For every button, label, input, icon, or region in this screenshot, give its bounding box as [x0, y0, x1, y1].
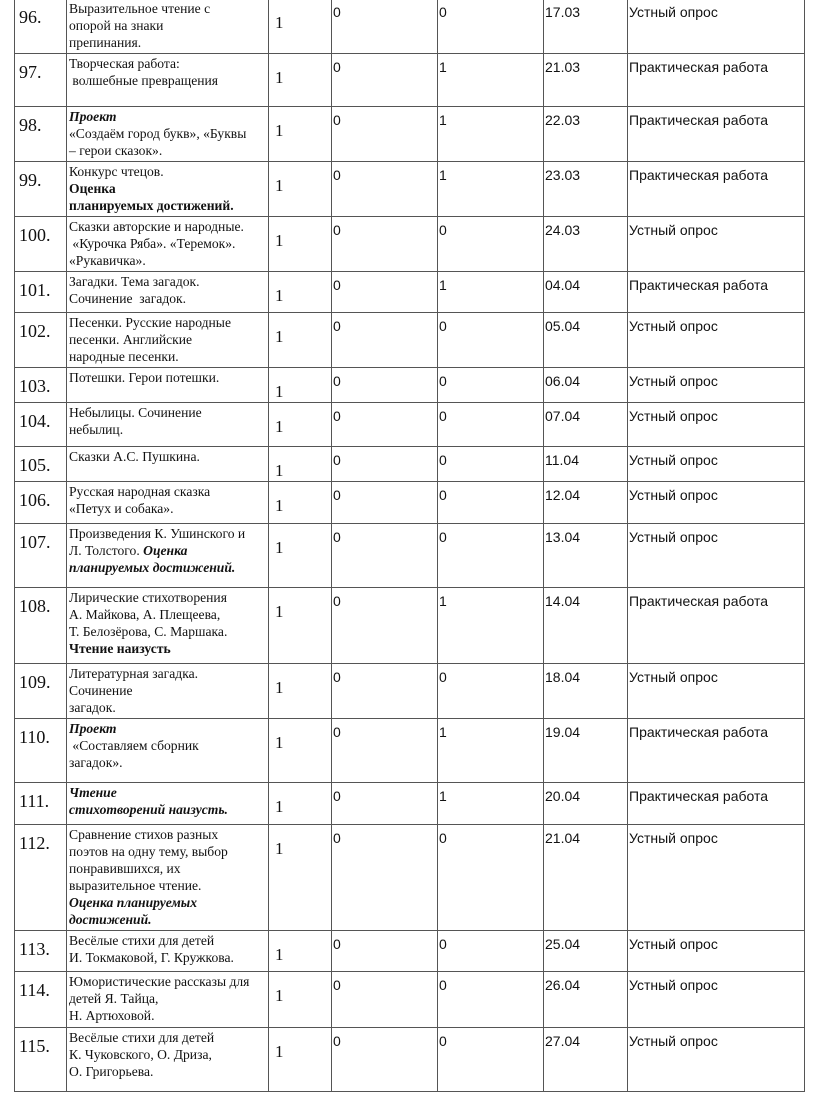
topic-text: Проект [69, 109, 117, 124]
assessment-form-cell: Устный опрос [628, 447, 805, 482]
column-4-cell: 0 [332, 162, 438, 217]
topic-text: Произведения К. Ушинского и [69, 526, 246, 541]
column-5-cell: 0 [438, 972, 544, 1028]
hours-cell: 1 [269, 313, 332, 368]
topic-text: Небылицы. Сочинение [69, 405, 202, 420]
topic-text: Сравнение стихов разных [69, 827, 219, 842]
lesson-topic [67, 217, 269, 272]
column-5-cell: 0 [438, 447, 544, 482]
hours-cell: 1 [269, 931, 332, 972]
topic-line [69, 860, 267, 877]
date-cell: 25.04 [544, 931, 628, 972]
column-5-cell: 0 [438, 482, 544, 524]
topic-text: «Петух и собака». [69, 501, 174, 516]
lesson-number: 96. [15, 0, 67, 54]
topic-line [69, 640, 267, 657]
table-row [15, 783, 805, 825]
topic-line [69, 500, 267, 517]
lesson-number: 112. [15, 825, 67, 931]
topic-line [69, 754, 267, 771]
lesson-topic [67, 524, 269, 588]
lesson-number: 107. [15, 524, 67, 588]
hours-cell: 1 [269, 368, 332, 403]
table-row [15, 524, 805, 588]
lesson-number: 102. [15, 313, 67, 368]
topic-text: – герои сказок». [69, 143, 163, 158]
lesson-number: 108. [15, 588, 67, 664]
topic-line [69, 911, 267, 928]
hours-cell: 1 [269, 972, 332, 1028]
column-5-cell: 0 [438, 403, 544, 447]
date-cell: 14.04 [544, 588, 628, 664]
column-4-cell: 0 [332, 313, 438, 368]
column-4-cell: 0 [332, 931, 438, 972]
hours-cell: 1 [269, 0, 332, 54]
topic-line [69, 682, 267, 699]
topic-line [69, 932, 267, 949]
topic-line [69, 1063, 267, 1080]
table-row [15, 588, 805, 664]
hours-cell: 1 [269, 162, 332, 217]
topic-text: «Курочка Ряба». «Теремок». [69, 236, 236, 251]
column-4-cell: 0 [332, 719, 438, 783]
assessment-form-cell: Устный опрос [628, 313, 805, 368]
column-5-cell: 1 [438, 272, 544, 313]
lesson-topic [67, 107, 269, 162]
topic-line [69, 826, 267, 843]
topic-text: небылиц. [69, 422, 124, 437]
topic-line [69, 720, 267, 737]
topic-line [69, 949, 267, 966]
hours-cell: 1 [269, 272, 332, 313]
topic-text: И. Токмаковой, Г. Кружкова. [69, 950, 234, 965]
table-row [15, 217, 805, 272]
topic-line [69, 369, 267, 386]
lesson-topic [67, 719, 269, 783]
topic-line [69, 235, 267, 252]
column-5-cell: 0 [438, 825, 544, 931]
column-4-cell: 0 [332, 664, 438, 719]
table-row [15, 482, 805, 524]
lesson-number: 99. [15, 162, 67, 217]
table-row [15, 931, 805, 972]
hours-cell: 1 [269, 447, 332, 482]
lesson-number: 109. [15, 664, 67, 719]
date-cell: 19.04 [544, 719, 628, 783]
table-row [15, 825, 805, 931]
topic-line [69, 348, 267, 365]
assessment-form-cell: Устный опрос [628, 217, 805, 272]
topic-text: препинания. [69, 35, 142, 50]
lesson-number: 114. [15, 972, 67, 1028]
column-4-cell: 0 [332, 0, 438, 54]
topic-line [69, 314, 267, 331]
topic-text: «Рукавичка». [69, 253, 146, 268]
column-5-cell: 0 [438, 313, 544, 368]
topic-text: загадок. [69, 700, 116, 715]
topic-line [69, 699, 267, 716]
table-row [15, 54, 805, 107]
topic-text: планируемых достижений. [69, 198, 234, 213]
date-cell: 27.04 [544, 1028, 628, 1092]
hours-cell: 1 [269, 719, 332, 783]
topic-text: Русская народная сказка [69, 484, 211, 499]
column-4-cell: 0 [332, 482, 438, 524]
lesson-number: 106. [15, 482, 67, 524]
topic-text: Оценка планируемых [69, 895, 198, 910]
date-cell: 06.04 [544, 368, 628, 403]
assessment-form-cell: Устный опрос [628, 403, 805, 447]
topic-text: Чтение наизусть [69, 641, 171, 656]
column-4-cell: 0 [332, 825, 438, 931]
table-row [15, 162, 805, 217]
assessment-form-cell: Устный опрос [628, 0, 805, 54]
lesson-plan-table [14, 0, 805, 1092]
topic-line [69, 180, 267, 197]
topic-line [69, 589, 267, 606]
topic-line [69, 72, 267, 89]
lesson-topic [67, 1028, 269, 1092]
topic-text: песенки. Английские [69, 332, 193, 347]
column-5-cell: 1 [438, 162, 544, 217]
topic-line [69, 163, 267, 180]
lesson-topic [67, 972, 269, 1028]
hours-cell: 1 [269, 664, 332, 719]
assessment-form-cell: Практическая работа [628, 272, 805, 313]
column-4-cell: 0 [332, 107, 438, 162]
topic-line [69, 1046, 267, 1063]
table-row [15, 107, 805, 162]
column-5-cell: 1 [438, 783, 544, 825]
table-row [15, 1028, 805, 1092]
date-cell: 26.04 [544, 972, 628, 1028]
date-cell: 21.04 [544, 825, 628, 931]
assessment-form-cell: Устный опрос [628, 664, 805, 719]
date-cell: 13.04 [544, 524, 628, 588]
table-row [15, 368, 805, 403]
topic-text: Весёлые стихи для детей [69, 933, 215, 948]
topic-text: О. Григорьева. [69, 1064, 154, 1079]
topic-text: Загадки. Тема загадок. [69, 274, 200, 289]
assessment-form-cell: Устный опрос [628, 825, 805, 931]
lesson-topic [67, 0, 269, 54]
lesson-topic [67, 482, 269, 524]
lesson-topic [67, 825, 269, 931]
assessment-form-cell: Устный опрос [628, 368, 805, 403]
date-cell: 04.04 [544, 272, 628, 313]
lesson-number: 103. [15, 368, 67, 403]
assessment-form-cell: Практическая работа [628, 54, 805, 107]
topic-line [69, 483, 267, 500]
column-5-cell: 0 [438, 217, 544, 272]
topic-text: Литературная загадка. [69, 666, 199, 681]
table-row [15, 0, 805, 54]
assessment-form-cell: Устный опрос [628, 482, 805, 524]
column-4-cell: 0 [332, 447, 438, 482]
topic-text: Конкурс чтецов. [69, 164, 164, 179]
lesson-topic [67, 447, 269, 482]
topic-line [69, 218, 267, 235]
topic-line [69, 990, 267, 1007]
topic-line [69, 34, 267, 51]
date-cell: 05.04 [544, 313, 628, 368]
date-cell: 18.04 [544, 664, 628, 719]
column-4-cell: 0 [332, 54, 438, 107]
lesson-number: 115. [15, 1028, 67, 1092]
topic-text: народные песенки. [69, 349, 179, 364]
assessment-form-cell: Практическая работа [628, 162, 805, 217]
topic-line [69, 197, 267, 214]
topic-line [69, 737, 267, 754]
topic-emphasis: Оценка [143, 543, 188, 558]
column-5-cell: 0 [438, 524, 544, 588]
topic-text: «Составляем сборник [69, 738, 199, 753]
assessment-form-cell: Практическая работа [628, 783, 805, 825]
topic-text: Сочинение [69, 683, 133, 698]
lesson-topic [67, 931, 269, 972]
column-5-cell: 0 [438, 368, 544, 403]
topic-line [69, 125, 267, 142]
hours-cell: 1 [269, 524, 332, 588]
topic-line [69, 1029, 267, 1046]
topic-text: Н. Артюховой. [69, 1008, 155, 1023]
column-5-cell: 0 [438, 931, 544, 972]
topic-text: понравившихся, их [69, 861, 181, 876]
topic-text: Потешки. Герои потешки. [69, 370, 220, 385]
assessment-form-cell: Устный опрос [628, 931, 805, 972]
topic-text: Весёлые стихи для детей [69, 1030, 215, 1045]
column-4-cell: 0 [332, 588, 438, 664]
topic-line [69, 55, 267, 72]
topic-line [69, 973, 267, 990]
topic-line [69, 559, 267, 576]
hours-cell: 1 [269, 403, 332, 447]
hours-cell: 1 [269, 217, 332, 272]
date-cell: 22.03 [544, 107, 628, 162]
assessment-form-cell: Практическая работа [628, 107, 805, 162]
column-4-cell: 0 [332, 403, 438, 447]
column-5-cell: 0 [438, 664, 544, 719]
lesson-number: 97. [15, 54, 67, 107]
topic-line [69, 142, 267, 159]
lesson-number: 111. [15, 783, 67, 825]
date-cell: 24.03 [544, 217, 628, 272]
topic-text: К. Чуковского, О. Дриза, [69, 1047, 212, 1062]
topic-line [69, 252, 267, 269]
lesson-number: 110. [15, 719, 67, 783]
hours-cell: 1 [269, 783, 332, 825]
assessment-form-cell: Практическая работа [628, 588, 805, 664]
assessment-form-cell: Практическая работа [628, 719, 805, 783]
hours-cell: 1 [269, 1028, 332, 1092]
topic-line [69, 525, 267, 542]
hours-cell: 1 [269, 482, 332, 524]
lesson-number: 105. [15, 447, 67, 482]
topic-line [69, 877, 267, 894]
topic-text: Сказки А.С. Пушкина. [69, 449, 200, 464]
column-4-cell: 0 [332, 217, 438, 272]
topic-text: «Создаём город букв», «Буквы [69, 126, 247, 141]
lesson-topic [67, 664, 269, 719]
column-5-cell: 1 [438, 107, 544, 162]
topic-line [69, 843, 267, 860]
assessment-form-cell: Устный опрос [628, 1028, 805, 1092]
assessment-form-cell: Устный опрос [628, 524, 805, 588]
date-cell: 21.03 [544, 54, 628, 107]
lesson-topic [67, 368, 269, 403]
topic-line [69, 1007, 267, 1024]
date-cell: 23.03 [544, 162, 628, 217]
topic-line [69, 290, 267, 307]
topic-text: А. Майкова, А. Плещеева, [69, 607, 221, 622]
date-cell: 07.04 [544, 403, 628, 447]
topic-line [69, 542, 267, 559]
topic-line [69, 623, 267, 640]
topic-line [69, 17, 267, 34]
lesson-number: 104. [15, 403, 67, 447]
topic-text: Сочинение загадок. [69, 291, 187, 306]
topic-text: планируемых достижений. [69, 560, 236, 575]
topic-text: Проект [69, 721, 117, 736]
lesson-topic [67, 588, 269, 664]
column-5-cell: 1 [438, 54, 544, 107]
hours-cell: 1 [269, 825, 332, 931]
topic-text: стихотворений наизусть. [69, 802, 228, 817]
column-5-cell: 0 [438, 0, 544, 54]
topic-line [69, 273, 267, 290]
date-cell: 12.04 [544, 482, 628, 524]
topic-line [69, 108, 267, 125]
topic-text: волшебные превращения [69, 73, 219, 88]
topic-text: поэтов на одну тему, выбор [69, 844, 228, 859]
topic-text: Оценка [69, 181, 116, 196]
topic-line [69, 0, 267, 17]
topic-line [69, 421, 267, 438]
table-row [15, 313, 805, 368]
table-row [15, 403, 805, 447]
lesson-topic [67, 272, 269, 313]
lesson-topic [67, 403, 269, 447]
topic-text: Сказки авторские и народные. [69, 219, 244, 234]
topic-text: Лирические стихотворения [69, 590, 227, 605]
topic-text: Чтение [69, 785, 117, 800]
topic-line [69, 665, 267, 682]
lesson-number: 98. [15, 107, 67, 162]
topic-line [69, 331, 267, 348]
lesson-topic [67, 783, 269, 825]
topic-text: Песенки. Русские народные [69, 315, 231, 330]
column-5-cell: 0 [438, 1028, 544, 1092]
topic-line [69, 606, 267, 623]
topic-line [69, 801, 267, 818]
topic-text: Юмористические рассказы для [69, 974, 250, 989]
column-4-cell: 0 [332, 524, 438, 588]
date-cell: 17.03 [544, 0, 628, 54]
hours-cell: 1 [269, 588, 332, 664]
hours-cell: 1 [269, 54, 332, 107]
topic-text: загадок». [69, 755, 123, 770]
column-4-cell: 0 [332, 783, 438, 825]
table-row [15, 972, 805, 1028]
date-cell: 20.04 [544, 783, 628, 825]
lesson-topic [67, 54, 269, 107]
assessment-form-cell: Устный опрос [628, 972, 805, 1028]
table-row [15, 664, 805, 719]
table-row [15, 272, 805, 313]
lesson-number: 113. [15, 931, 67, 972]
column-4-cell: 0 [332, 368, 438, 403]
topic-text: Л. Толстого. [69, 543, 144, 558]
lesson-number: 100. [15, 217, 67, 272]
column-4-cell: 0 [332, 272, 438, 313]
topic-line [69, 404, 267, 421]
column-4-cell: 0 [332, 1028, 438, 1092]
table-row [15, 719, 805, 783]
lesson-topic [67, 162, 269, 217]
lesson-number: 101. [15, 272, 67, 313]
table-row [15, 447, 805, 482]
topic-text: Выразительное чтение с [69, 1, 211, 16]
topic-text: Творческая работа: [69, 56, 180, 71]
column-5-cell: 1 [438, 719, 544, 783]
topic-line [69, 894, 267, 911]
topic-text: детей Я. Тайца, [69, 991, 159, 1006]
topic-text: Т. Белозёрова, С. Маршака. [69, 624, 228, 639]
column-4-cell: 0 [332, 972, 438, 1028]
column-5-cell: 1 [438, 588, 544, 664]
hours-cell: 1 [269, 107, 332, 162]
lesson-topic [67, 313, 269, 368]
topic-line [69, 448, 267, 465]
topic-text: опорой на знаки [69, 18, 164, 33]
topic-text: достижений. [69, 912, 152, 927]
topic-line [69, 784, 267, 801]
date-cell: 11.04 [544, 447, 628, 482]
topic-text: выразительное чтение. [69, 878, 202, 893]
